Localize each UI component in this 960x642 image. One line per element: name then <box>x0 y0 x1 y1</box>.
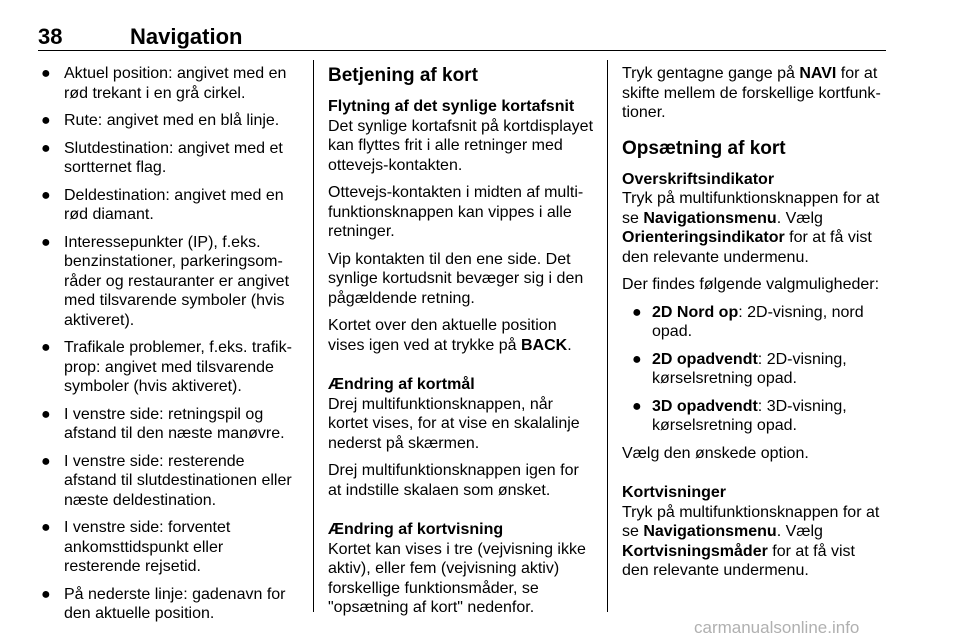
option-label: 2D opadvendt <box>652 350 758 368</box>
paragraph <box>622 503 886 581</box>
list-item <box>38 338 300 397</box>
list-item-text: Slutdestination: angivet med et sortternet flag. <box>64 139 283 176</box>
option-text: : 2D-visning, kørselsretning opad. <box>652 350 847 387</box>
bullet-icon: ● <box>41 519 51 536</box>
spacer <box>328 363 596 375</box>
back-button-label: BACK <box>520 336 568 354</box>
bullet-icon: ● <box>41 112 51 129</box>
column-2 <box>328 64 596 626</box>
bullet-icon: ● <box>41 139 51 157</box>
text-run: Tryk på multifunktionsknappen for at se <box>622 190 880 227</box>
text-run: Tryk gentagne gange på <box>622 65 800 82</box>
list-item-text: Aktuel position: angivet med en rød trekant i en grå cirkel. <box>64 65 287 102</box>
spacer <box>328 508 596 520</box>
bullet-icon: ● <box>41 65 51 82</box>
section-heading-map-operation: Betjening af kort <box>328 65 478 86</box>
paragraph: Det synlige kortafsnit på kortdisplayet kan flyttes frit i alle retninger med ottevejs-kontakten. <box>328 117 594 174</box>
list-item <box>38 139 300 178</box>
text-run: for at få vist den relevante undermenu. <box>622 542 855 579</box>
paragraph <box>622 64 886 123</box>
list-item-text: Trafikale problemer, f.eks. trafikprop: angivet med tilsvarende symboler (hvis aktiveret). <box>64 339 292 395</box>
column-divider-right <box>607 60 608 612</box>
orientation-options-list <box>622 303 886 436</box>
bullet-icon: ● <box>632 397 642 415</box>
section-heading-map-setup: Opsætning af kort <box>622 137 786 159</box>
list-item-text: Deldestination: angivet med en rød diamant. <box>64 186 284 223</box>
text-run: . <box>567 336 572 354</box>
bullet-icon: ● <box>632 350 642 368</box>
list-item <box>622 303 886 342</box>
map-symbols-list <box>38 64 300 624</box>
option-text: : 3D-visning, kørselsretning opad. <box>652 397 847 434</box>
bullet-icon: ● <box>41 339 51 356</box>
subheading-change-scale: Ændring af kortmål <box>328 376 475 393</box>
column-1 <box>38 64 300 632</box>
list-item-text: Interessepunkter (IP), f.eks. benzinstationer, parkeringsområder og restauranter er angivet med tilsvarende symboler (hvis aktiveret). <box>64 233 290 329</box>
watermark: carmanualsonline.info <box>694 618 860 637</box>
paragraph: Der findes følgende valgmuligheder: <box>622 276 880 293</box>
menu-name: Navigationsmenu <box>643 523 777 540</box>
text-run: Tryk på multifunktionsknappen for at se <box>622 503 880 540</box>
subheading-change-view: Ændring af kortvisning <box>328 521 504 538</box>
paragraph: Vælg den ønskede option. <box>622 444 809 462</box>
list-item <box>38 585 300 624</box>
paragraph: Kortet kan vises i tre (vejvisning ikke aktiv), eller fem (vejvisning aktiv) forskellige funktionsmåder, se "opsætning af kort" nedenfor. <box>328 540 586 616</box>
list-item-text: Rute: angivet med en blå linje. <box>64 112 280 129</box>
subheading-map-views: Kortvisninger <box>622 484 727 501</box>
list-item-text: I venstre side: resterende afstand til slutdestinationen eller næste deldestination. <box>64 452 292 509</box>
list-item <box>38 233 300 331</box>
bullet-icon: ● <box>41 452 51 470</box>
list-item <box>38 64 300 103</box>
bullet-icon: ● <box>41 233 51 251</box>
text-run: . Vælg <box>776 523 823 540</box>
menu-item-name: Kortvisningsmåder <box>622 542 768 560</box>
list-item <box>38 111 300 131</box>
navi-button-label: NAVI <box>799 65 837 82</box>
column-3 <box>622 64 886 589</box>
header-rule <box>38 50 886 51</box>
paragraph: Vip kontakten til den ene side. Det synlige kortudsnit bevæger sig i den pågældende retning. <box>328 250 584 307</box>
list-item <box>38 518 300 577</box>
page-title: Navigation <box>130 24 243 49</box>
subheading-heading-indicator: Overskriftsindikator <box>622 170 775 188</box>
text-run: for at skifte mellem de forskellige kortfunktioner. <box>622 65 881 121</box>
option-label: 3D opadvendt <box>652 397 758 415</box>
list-item <box>622 350 886 389</box>
paragraph <box>622 189 886 267</box>
paragraph: Ottevejs-kontakten i midten af multifunktionsknappen kan vippes i alle retninger. <box>328 184 584 240</box>
menu-item-name: Orienteringsindikator <box>622 229 785 246</box>
bullet-icon: ● <box>41 186 51 204</box>
spacer <box>622 471 886 483</box>
menu-name: Navigationsmenu <box>643 209 777 227</box>
subheading-move-map: Flytning af det synlige kortafsnit <box>328 98 575 115</box>
list-item <box>38 405 300 444</box>
column-divider-left <box>313 60 314 612</box>
bullet-icon: ● <box>41 405 51 423</box>
page-header <box>38 24 886 50</box>
option-label: 2D Nord op <box>652 303 739 321</box>
option-text: : 2D-visning, nord opad. <box>652 303 864 340</box>
list-item <box>38 452 300 511</box>
list-item <box>622 397 886 436</box>
paragraph <box>328 316 596 355</box>
list-item-text: I venstre side: retningspil og afstand til den næste manøvre. <box>64 405 285 442</box>
page-number: 38 <box>38 24 63 49</box>
paragraph: Drej multifunktionsknappen, når kortet vises, for at vise en skalalinje nederst på skærmen. <box>328 395 580 452</box>
text-run: for at få vist den relevante undermenu. <box>622 229 872 266</box>
list-item-text: På nederste linje: gadenavn for den aktuelle position. <box>64 585 286 622</box>
paragraph: Drej multifunktionsknappen igen for at indstille skalaen som ønsket. <box>328 462 579 499</box>
list-item-text: I venstre side: forventet ankomsttidspunkt eller resterende rejsetid. <box>64 519 231 575</box>
text-run: Kortet over den aktuelle position vises igen ved at trykke på <box>328 317 557 354</box>
list-item <box>38 186 300 225</box>
bullet-icon: ● <box>41 585 51 603</box>
text-run: . Vælg <box>776 209 823 227</box>
bullet-icon: ● <box>632 303 642 321</box>
